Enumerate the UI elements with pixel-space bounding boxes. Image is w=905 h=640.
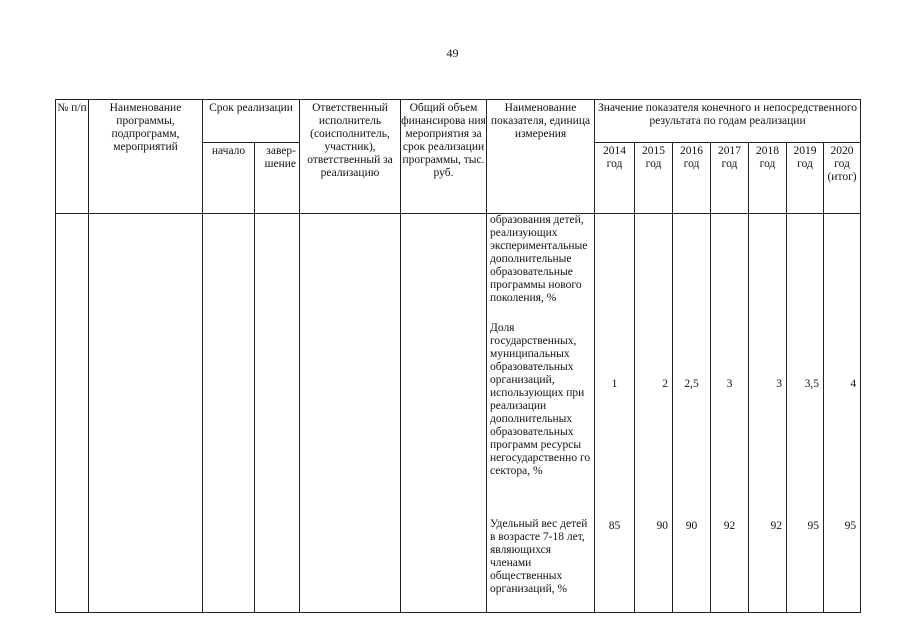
cell-2015 bbox=[635, 214, 673, 613]
header-funding: Общий объем финансирова ния мероприятия за срок реализации программы, тыс. руб. bbox=[401, 100, 487, 214]
cell-responsible bbox=[300, 214, 401, 613]
value-2015: 90 bbox=[656, 520, 668, 532]
year-2018: 2018 год bbox=[749, 143, 787, 214]
value-2019: 3,5 bbox=[804, 378, 819, 390]
indicator-text: Удельный вес детей в возрасте 7-18 лет, являющихся членами общественных организаций, % bbox=[490, 518, 588, 595]
cell-num bbox=[56, 214, 89, 613]
header-values-title: Значение показателя конечного и непосредственного результата по годам реализации bbox=[595, 100, 861, 143]
cell-start bbox=[203, 214, 255, 613]
cell-2016 bbox=[673, 214, 711, 613]
year-2020: 2020 год (итог) bbox=[824, 143, 861, 214]
cell-2018 bbox=[749, 214, 787, 613]
value-2019: 95 bbox=[807, 520, 819, 532]
header-term: Срок реализации bbox=[203, 100, 300, 143]
year-2017: 2017 год bbox=[711, 143, 749, 214]
cell-2020 bbox=[824, 214, 861, 613]
value-2018: 3 bbox=[776, 378, 782, 390]
program-table bbox=[55, 99, 861, 613]
value-2018: 92 bbox=[770, 520, 782, 532]
cell-2017 bbox=[711, 214, 749, 613]
value-2017: 3 bbox=[726, 378, 733, 390]
value-2015: 2 bbox=[662, 378, 668, 390]
year-2014: 2014 год bbox=[595, 143, 635, 214]
header-indicator: Наименование показателя, единица измерения bbox=[487, 100, 595, 214]
year-2019: 2019 год bbox=[787, 143, 824, 214]
cell-funding bbox=[401, 214, 487, 613]
value-2016: 2,5 bbox=[684, 378, 699, 390]
page-number: 49 bbox=[446, 46, 459, 60]
header-name: Наименование программы, подпрограмм, мероприятий bbox=[89, 100, 203, 214]
cell-end bbox=[255, 214, 300, 613]
value-2020: 4 bbox=[850, 378, 857, 390]
cell-2019 bbox=[787, 214, 824, 613]
value-2014: 85 bbox=[608, 520, 621, 532]
value-2017: 92 bbox=[723, 520, 736, 532]
cell-name bbox=[89, 214, 203, 613]
header-responsible: Ответственный исполнитель (соисполнитель, участник), ответственный за реализацию bbox=[300, 100, 401, 214]
indicator-text: образования детей, реализующих экспериментальные дополнительные образовательные программы нового поколения, % bbox=[490, 214, 588, 304]
year-2015: 2015 год bbox=[635, 143, 673, 214]
value-2016: 90 bbox=[685, 520, 698, 532]
cell-2014 bbox=[595, 214, 635, 613]
header-start: начало bbox=[203, 143, 255, 214]
value-2020: 95 bbox=[844, 520, 857, 532]
header-num: № п/п bbox=[56, 100, 89, 214]
year-2016: 2016 год bbox=[673, 143, 711, 214]
value-2014: 1 bbox=[611, 378, 618, 390]
cell-indicators bbox=[487, 214, 595, 613]
indicator-text: Доля государственных, муниципальных образовательных организаций, использующих при реализации дополнительных образовательных программ ресурсы негосударственно го сектора, % bbox=[490, 322, 591, 477]
header-end: завер-шение bbox=[255, 143, 300, 214]
